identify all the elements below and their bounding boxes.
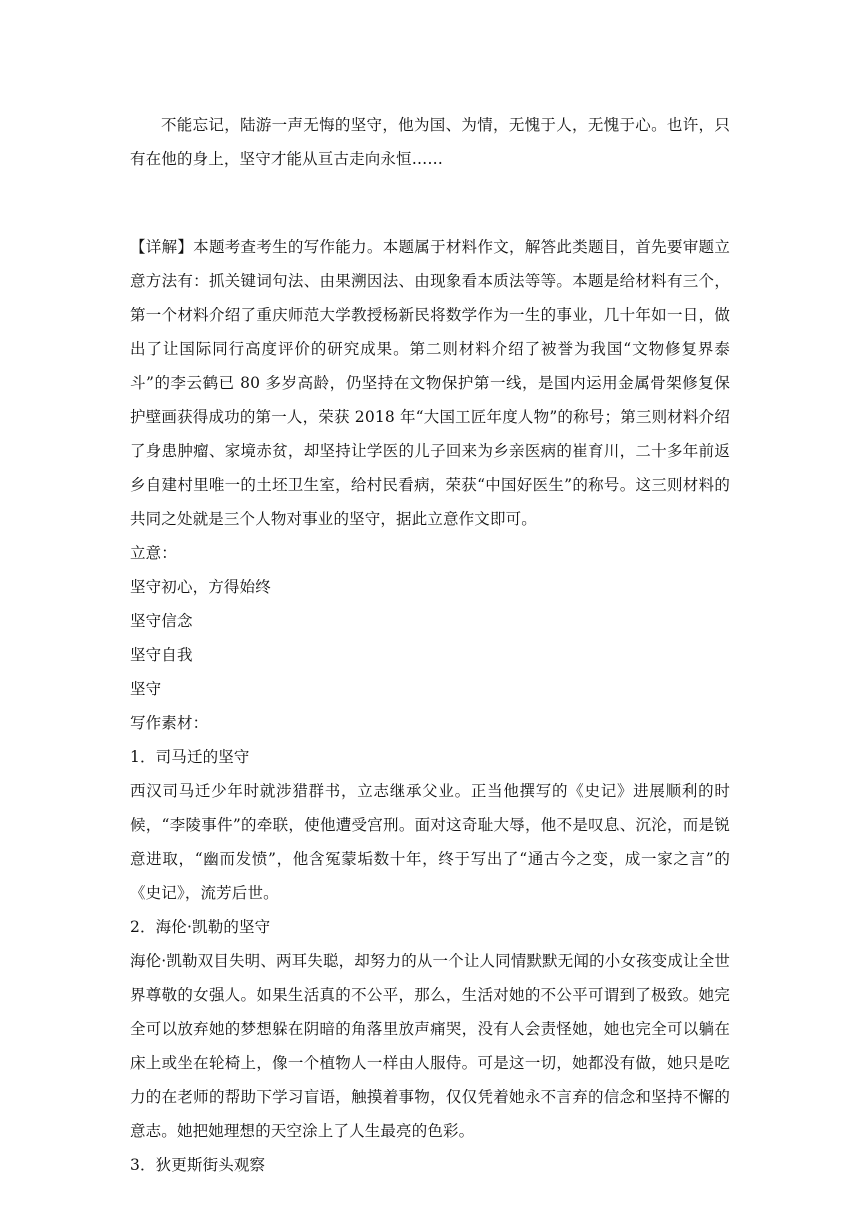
material-item-1-title: 1．司马迁的坚守 xyxy=(130,748,250,766)
theme-item-3: 坚守自我 xyxy=(130,646,193,664)
theme-item-1: 坚守初心，方得始终 xyxy=(130,578,271,596)
theme-label: 立意： xyxy=(130,544,177,562)
detail-paragraph: 【详解】本题考查考生的写作能力。本题属于材料作文，解答此类题目，首先要审题立意方法有：抓关键词句法、由果溯因法、由现象看本质法等等。本题是给材料有三个，第一个材料介绍了重庆师范大学教授杨新民将数学作为一生的事业，几十年如一日，做出了让国际同行高度评价的研究成果。第二则材料介绍了被誉为我国“文物修复界泰斗”的李云鹤已 80 多岁高龄，仍坚持在文物保护第一线，是国内运用金属骨架修复保护壁画获得成功的第一人，荣获 2018 年“大国工匠年度人物”的称号；第三则材料介绍了身患肿瘤、家境赤贫，却坚持让学医的儿子回来为乡亲医病的崔育川，二十多年前返乡自建村里唯一的土坯卫生室，给村民看病，荣获“中国好医生”的称号。这三则材料的共同之处就是三个人物对事业的坚守，据此立意作文即可。 xyxy=(130,238,730,528)
material-item-1-body: 西汉司马迁少年时就涉猎群书，立志继承父业。正当他撰写的《史记》进展顺利的时候，“李陵事件”的牵联，使他遭受宫刑。面对这奇耻大辱，他不是叹息、沉沦，而是锐意进取，“幽而发愤”，他含冤蒙垢数十年，终于写出了“通古今之变，成一家之言”的《史记》，流芳后世。 xyxy=(130,782,730,902)
theme-item-4: 坚守 xyxy=(130,680,162,698)
material-label: 写作素材： xyxy=(130,714,209,732)
material-item-2-body: 海伦·凯勒双目失明、两耳失聪，却努力的从一个让人同情默默无闻的小女孩变成让全世界尊敬的女强人。如果生活真的不公平，那么，生活对她的不公平可谓到了极致。她完全可以放弃她的梦想躲在阴暗的角落里放声痛哭，没有人会责怪她，她也完全可以躺在床上或坐在轮椅上，像一个植物人一样由人服侍。可是这一切，她都没有做，她只是吃力的在老师的帮助下学习盲语，触摸着事物，仅仅凭着她永不言弃的信念和坚持不懈的意志。她把她理想的天空涂上了人生最亮的色彩。 xyxy=(130,952,730,1140)
material-item-2-title: 2．海伦·凯勒的坚守 xyxy=(130,918,271,936)
paragraph-spacer xyxy=(130,176,730,230)
intro-paragraph: 不能忘记，陆游一声无悔的坚守，他为国、为情，无愧于人，无愧于心。也许，只有在他的身上，坚守才能从亘古走向永恒…… xyxy=(130,116,730,168)
document-body xyxy=(130,108,730,1182)
material-item-3-title: 3．狄更斯街头观察 xyxy=(130,1156,266,1174)
theme-item-2: 坚守信念 xyxy=(130,612,193,630)
